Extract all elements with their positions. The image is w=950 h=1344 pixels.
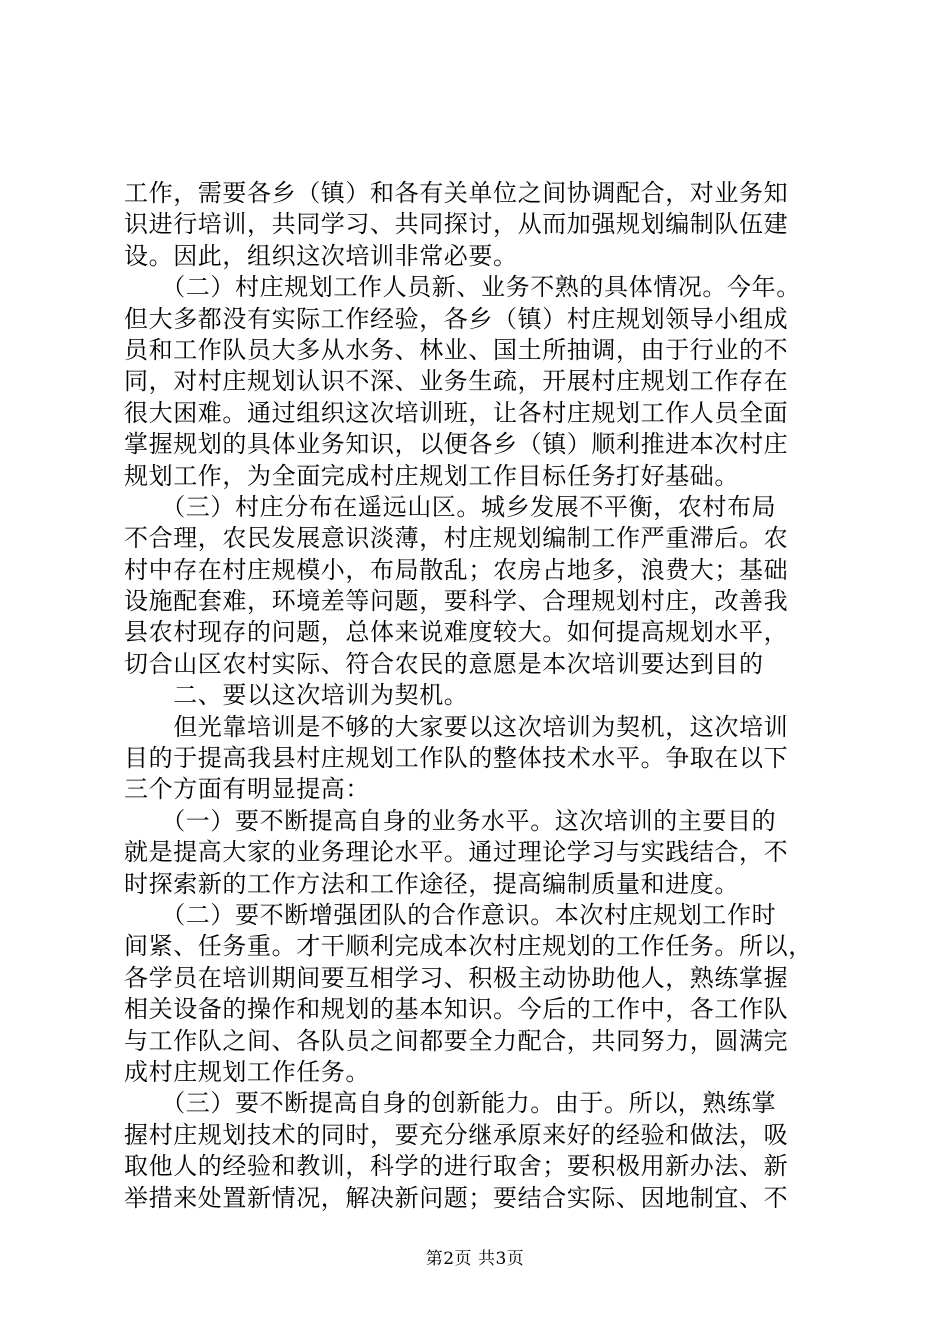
text-line: 取他人的经验和教训，科学的进行取舍；要积极用新办法、新: [124, 1152, 789, 1181]
text-line: 县农村现存的问题，总体来说难度较大。如何提高规划水平，: [124, 618, 789, 647]
text-line: 二、要以这次培训为契机。: [124, 681, 469, 710]
text-line: 设施配套难，环境差等问题，要科学、合理规划村庄，改善我: [124, 587, 789, 616]
text-line: 但大多都没有实际工作经验，各乡（镇）村庄规划领导小组成: [124, 304, 789, 333]
text-line: 各学员在培训期间要互相学习、积极主动协助他人，熟练掌握: [124, 963, 789, 992]
text-line: 很大困难。通过组织这次培训班，让各村庄规划工作人员全面: [124, 398, 789, 427]
text-line: 相关设备的操作和规划的基本知识。今后的工作中，各工作队: [124, 995, 789, 1024]
document-body: [124, 178, 836, 1214]
text-line: 与工作队之间、各队员之间都要全力配合，共同努力，圆满完: [124, 1026, 789, 1055]
text-line: 间紧、任务重。才干顺利完成本次村庄规划的工作任务。所以，: [124, 932, 813, 961]
text-line: （三）要不断提高自身的创新能力。由于。所以，熟练掌: [124, 1089, 777, 1118]
text-line: 掌握规划的具体业务知识，以便各乡（镇）顺利推进本次村庄: [124, 430, 789, 459]
text-line: 规划工作，为全面完成村庄规划工作目标任务打好基础。: [124, 461, 739, 490]
text-line: 识进行培训，共同学习、共同探讨，从而加强规划编制队伍建: [124, 210, 789, 239]
text-line: （二）村庄规划工作人员新、业务不熟的具体情况。今年。: [124, 273, 801, 302]
text-line: （二）要不断增强团队的合作意识。本次村庄规划工作时: [124, 900, 777, 929]
text-line: 成村庄规划工作任务。: [124, 1057, 370, 1086]
text-line: 工作，需要各乡（镇）和各有关单位之间协调配合，对业务知: [124, 179, 789, 207]
text-line: 就是提高大家的业务理论水平。通过理论学习与实践结合，不: [124, 838, 789, 867]
text-line: 切合山区农村实际、符合农民的意愿是本次培训要达到目的: [124, 649, 764, 678]
text-line: 同，对村庄规划认识不深、业务生疏，开展村庄规划工作存在: [124, 367, 789, 396]
text-line: 三个方面有明显提高：: [124, 775, 370, 804]
text-line: 目的于提高我县村庄规划工作队的整体技术水平。争取在以下: [124, 744, 789, 773]
text-line: （三）村庄分布在遥远山区。城乡发展不平衡，农村布局: [124, 492, 777, 521]
text-line: 不合理，农民发展意识淡薄，村庄规划编制工作严重滞后。农: [124, 524, 789, 553]
text-line: 举措来处置新情况，解决新问题；要结合实际、因地制宜、不: [124, 1183, 789, 1212]
text-line: 时探索新的工作方法和工作途径，提高编制质量和进度。: [124, 869, 739, 898]
page-footer: 第2页 共3页: [425, 1249, 525, 1269]
text-line: 但光靠培训是不够的大家要以这次培训为契机，这次培训: [124, 712, 789, 741]
text-line: 握村庄规划技术的同时，要充分继承原来好的经验和做法，吸: [124, 1120, 789, 1149]
text-line: 村中存在村庄规模小，布局散乱；农房占地多，浪费大；基础: [124, 555, 789, 584]
text-line: 设。因此，组织这次培训非常必要。: [124, 241, 518, 270]
text-line: 员和工作队员大多从水务、林业、国土所抽调，由于行业的不: [124, 335, 789, 364]
text-line: （一）要不断提高自身的业务水平。这次培训的主要目的: [124, 806, 777, 835]
